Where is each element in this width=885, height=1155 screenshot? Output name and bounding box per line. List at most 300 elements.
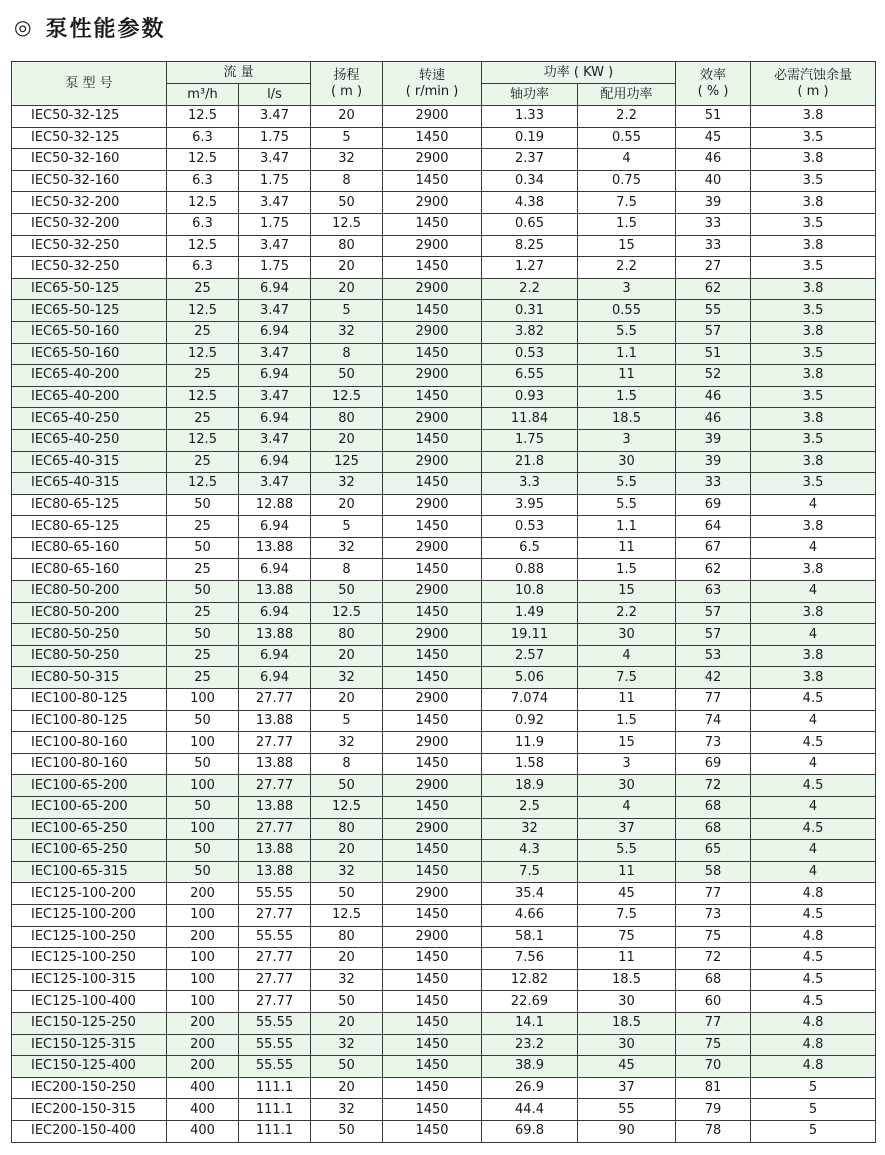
cell-shaft-power: 3.95 (482, 494, 578, 516)
cell-npsh: 3.5 (751, 386, 876, 408)
header-npsh-line1: 必需汽蚀余量 (774, 67, 853, 83)
cell-flow-m3h: 25 (167, 408, 239, 430)
cell-shaft-power: 10.8 (482, 581, 578, 603)
cell-shaft-power: 0.34 (482, 170, 578, 192)
cell-motor-power: 45 (578, 1056, 676, 1078)
header-speed-line1: 转速 (419, 67, 446, 83)
cell-motor-power: 18.5 (578, 1012, 676, 1034)
cell-efficiency: 55 (676, 300, 751, 322)
section-title-text: 泵性能参数 (45, 16, 166, 42)
cell-motor-power: 30 (578, 991, 676, 1013)
cell-flow-ls: 3.47 (239, 473, 311, 495)
cell-model: IEC125-100-200 (12, 883, 167, 905)
table-row (12, 235, 876, 257)
cell-npsh: 4 (751, 710, 876, 732)
cell-model: IEC80-65-125 (12, 516, 167, 538)
cell-flow-m3h: 12.5 (167, 473, 239, 495)
cell-model: IEC100-65-200 (12, 775, 167, 797)
cell-head: 20 (311, 1012, 383, 1034)
cell-flow-ls: 13.88 (239, 861, 311, 883)
cell-efficiency: 39 (676, 429, 751, 451)
cell-flow-m3h: 100 (167, 775, 239, 797)
cell-head: 8 (311, 170, 383, 192)
table-row (12, 278, 876, 300)
cell-flow-m3h: 25 (167, 321, 239, 343)
cell-motor-power: 1.5 (578, 386, 676, 408)
table-row (12, 300, 876, 322)
cell-shaft-power: 3.82 (482, 321, 578, 343)
cell-efficiency: 51 (676, 343, 751, 365)
table-row (12, 473, 876, 495)
cell-shaft-power: 1.33 (482, 106, 578, 128)
cell-motor-power: 3 (578, 429, 676, 451)
cell-flow-ls: 6.94 (239, 559, 311, 581)
cell-speed: 1450 (383, 343, 482, 365)
table-row (12, 602, 876, 624)
cell-flow-m3h: 6.3 (167, 170, 239, 192)
table-row (12, 429, 876, 451)
cell-speed: 2900 (383, 192, 482, 214)
header-head-line1: 扬程 (333, 67, 360, 83)
cell-speed: 1450 (383, 840, 482, 862)
cell-model: IEC65-40-250 (12, 429, 167, 451)
cell-head: 80 (311, 818, 383, 840)
cell-efficiency: 72 (676, 948, 751, 970)
table-row (12, 753, 876, 775)
cell-flow-m3h: 12.5 (167, 386, 239, 408)
cell-model: IEC80-50-315 (12, 667, 167, 689)
cell-head: 12.5 (311, 602, 383, 624)
cell-flow-m3h: 100 (167, 689, 239, 711)
cell-speed: 1450 (383, 213, 482, 235)
cell-efficiency: 73 (676, 904, 751, 926)
cell-npsh: 4.8 (751, 1034, 876, 1056)
cell-motor-power: 18.5 (578, 969, 676, 991)
cell-shaft-power: 6.55 (482, 365, 578, 387)
cell-model: IEC65-50-125 (12, 278, 167, 300)
cell-speed: 1450 (383, 559, 482, 581)
cell-flow-ls: 6.94 (239, 451, 311, 473)
cell-flow-m3h: 200 (167, 1056, 239, 1078)
cell-shaft-power: 4.38 (482, 192, 578, 214)
cell-head: 50 (311, 192, 383, 214)
header-motor-power: 配用功率 (578, 84, 676, 106)
cell-speed: 1450 (383, 1012, 482, 1034)
table-row (12, 365, 876, 387)
cell-npsh: 3.5 (751, 127, 876, 149)
cell-model: IEC100-80-125 (12, 689, 167, 711)
header-shaft-power: 轴功率 (482, 84, 578, 106)
cell-npsh: 3.5 (751, 429, 876, 451)
cell-npsh: 3.8 (751, 451, 876, 473)
cell-flow-ls: 3.47 (239, 235, 311, 257)
cell-head: 12.5 (311, 213, 383, 235)
cell-flow-ls: 6.94 (239, 365, 311, 387)
cell-flow-m3h: 200 (167, 1034, 239, 1056)
header-flow-ls: l/s (239, 84, 311, 106)
cell-flow-m3h: 200 (167, 883, 239, 905)
cell-flow-ls: 3.47 (239, 300, 311, 322)
cell-model: IEC65-40-200 (12, 365, 167, 387)
cell-model: IEC200-150-400 (12, 1120, 167, 1142)
cell-flow-ls: 3.47 (239, 429, 311, 451)
cell-npsh: 3.8 (751, 559, 876, 581)
cell-shaft-power: 3.3 (482, 473, 578, 495)
cell-shaft-power: 7.074 (482, 689, 578, 711)
cell-flow-ls: 13.88 (239, 797, 311, 819)
cell-speed: 1450 (383, 904, 482, 926)
cell-efficiency: 73 (676, 732, 751, 754)
cell-flow-m3h: 100 (167, 732, 239, 754)
table-row (12, 170, 876, 192)
cell-npsh: 4.5 (751, 969, 876, 991)
cell-speed: 1450 (383, 1034, 482, 1056)
cell-npsh: 4 (751, 840, 876, 862)
table-row (12, 624, 876, 646)
cell-speed: 1450 (383, 861, 482, 883)
cell-shaft-power: 23.2 (482, 1034, 578, 1056)
cell-model: IEC100-80-160 (12, 753, 167, 775)
cell-head: 5 (311, 300, 383, 322)
cell-efficiency: 33 (676, 235, 751, 257)
cell-npsh: 4 (751, 861, 876, 883)
cell-flow-m3h: 12.5 (167, 235, 239, 257)
cell-motor-power: 0.55 (578, 127, 676, 149)
cell-head: 8 (311, 343, 383, 365)
cell-speed: 2900 (383, 149, 482, 171)
cell-shaft-power: 1.49 (482, 602, 578, 624)
cell-motor-power: 7.5 (578, 904, 676, 926)
table-row (12, 213, 876, 235)
cell-efficiency: 62 (676, 559, 751, 581)
cell-motor-power: 3 (578, 278, 676, 300)
header-efficiency-line2: ( % ) (697, 83, 729, 99)
cell-head: 80 (311, 624, 383, 646)
cell-shaft-power: 4.3 (482, 840, 578, 862)
cell-flow-m3h: 12.5 (167, 149, 239, 171)
table-row (12, 106, 876, 128)
cell-npsh: 3.5 (751, 170, 876, 192)
table-row (12, 667, 876, 689)
cell-flow-ls: 6.94 (239, 602, 311, 624)
cell-efficiency: 42 (676, 667, 751, 689)
cell-npsh: 3.8 (751, 516, 876, 538)
cell-shaft-power: 6.5 (482, 537, 578, 559)
header-efficiency-line1: 效率 (700, 67, 727, 83)
cell-model: IEC150-125-250 (12, 1012, 167, 1034)
cell-shaft-power: 2.37 (482, 149, 578, 171)
cell-shaft-power: 2.5 (482, 797, 578, 819)
cell-speed: 1450 (383, 797, 482, 819)
cell-flow-ls: 55.55 (239, 1056, 311, 1078)
header-flow: 流 量 (167, 62, 311, 84)
cell-model: IEC80-50-200 (12, 602, 167, 624)
cell-model: IEC80-65-125 (12, 494, 167, 516)
cell-shaft-power: 8.25 (482, 235, 578, 257)
table-row (12, 818, 876, 840)
cell-model: IEC100-65-200 (12, 797, 167, 819)
cell-flow-ls: 27.77 (239, 818, 311, 840)
cell-efficiency: 46 (676, 149, 751, 171)
cell-efficiency: 46 (676, 408, 751, 430)
cell-flow-m3h: 50 (167, 797, 239, 819)
cell-flow-m3h: 12.5 (167, 343, 239, 365)
cell-shaft-power: 0.53 (482, 516, 578, 538)
cell-model: IEC150-125-315 (12, 1034, 167, 1056)
cell-shaft-power: 2.57 (482, 645, 578, 667)
cell-npsh: 4.8 (751, 1012, 876, 1034)
cell-flow-m3h: 6.3 (167, 127, 239, 149)
cell-shaft-power: 21.8 (482, 451, 578, 473)
cell-head: 80 (311, 926, 383, 948)
cell-flow-ls: 27.77 (239, 732, 311, 754)
cell-npsh: 3.8 (751, 106, 876, 128)
cell-efficiency: 46 (676, 386, 751, 408)
cell-speed: 1450 (383, 257, 482, 279)
cell-speed: 1450 (383, 710, 482, 732)
cell-flow-ls: 13.88 (239, 581, 311, 603)
cell-speed: 1450 (383, 386, 482, 408)
cell-efficiency: 72 (676, 775, 751, 797)
cell-flow-ls: 3.47 (239, 106, 311, 128)
cell-efficiency: 75 (676, 1034, 751, 1056)
cell-head: 50 (311, 775, 383, 797)
cell-flow-m3h: 6.3 (167, 213, 239, 235)
cell-motor-power: 11 (578, 948, 676, 970)
cell-head: 50 (311, 581, 383, 603)
cell-shaft-power: 0.88 (482, 559, 578, 581)
cell-shaft-power: 0.31 (482, 300, 578, 322)
cell-shaft-power: 0.19 (482, 127, 578, 149)
cell-model: IEC200-150-315 (12, 1099, 167, 1121)
cell-npsh: 3.5 (751, 213, 876, 235)
cell-shaft-power: 69.8 (482, 1120, 578, 1142)
cell-speed: 1450 (383, 948, 482, 970)
cell-flow-ls: 111.1 (239, 1099, 311, 1121)
cell-head: 20 (311, 645, 383, 667)
cell-model: IEC125-100-200 (12, 904, 167, 926)
header-flow-m3h: m³/h (167, 84, 239, 106)
cell-flow-m3h: 50 (167, 710, 239, 732)
cell-flow-m3h: 50 (167, 624, 239, 646)
cell-motor-power: 37 (578, 818, 676, 840)
table-body (12, 106, 876, 1143)
cell-speed: 2900 (383, 106, 482, 128)
cell-model: IEC125-100-315 (12, 969, 167, 991)
cell-flow-m3h: 100 (167, 969, 239, 991)
cell-shaft-power: 58.1 (482, 926, 578, 948)
table-row (12, 1077, 876, 1099)
cell-flow-m3h: 400 (167, 1099, 239, 1121)
cell-flow-ls: 12.88 (239, 494, 311, 516)
header-speed (383, 62, 482, 106)
cell-head: 20 (311, 106, 383, 128)
cell-efficiency: 74 (676, 710, 751, 732)
cell-model: IEC50-32-160 (12, 149, 167, 171)
cell-efficiency: 64 (676, 516, 751, 538)
cell-npsh: 4.5 (751, 775, 876, 797)
cell-efficiency: 68 (676, 969, 751, 991)
cell-motor-power: 55 (578, 1099, 676, 1121)
cell-model: IEC125-100-250 (12, 948, 167, 970)
cell-npsh: 5 (751, 1099, 876, 1121)
cell-shaft-power: 2.2 (482, 278, 578, 300)
cell-motor-power: 4 (578, 645, 676, 667)
table-row (12, 516, 876, 538)
cell-model: IEC65-40-315 (12, 473, 167, 495)
cell-npsh: 4 (751, 494, 876, 516)
cell-efficiency: 33 (676, 213, 751, 235)
table-row (12, 991, 876, 1013)
cell-motor-power: 15 (578, 732, 676, 754)
cell-npsh: 4 (751, 624, 876, 646)
cell-model: IEC125-100-400 (12, 991, 167, 1013)
cell-speed: 2900 (383, 235, 482, 257)
table-row (12, 926, 876, 948)
cell-efficiency: 57 (676, 321, 751, 343)
cell-npsh: 4.5 (751, 991, 876, 1013)
cell-shaft-power: 0.92 (482, 710, 578, 732)
cell-speed: 2900 (383, 278, 482, 300)
cell-speed: 2900 (383, 818, 482, 840)
cell-npsh: 3.5 (751, 300, 876, 322)
cell-head: 20 (311, 1077, 383, 1099)
cell-flow-ls: 27.77 (239, 969, 311, 991)
cell-speed: 1450 (383, 1056, 482, 1078)
cell-flow-ls: 3.47 (239, 386, 311, 408)
cell-shaft-power: 22.69 (482, 991, 578, 1013)
cell-speed: 1450 (383, 991, 482, 1013)
cell-speed: 2900 (383, 365, 482, 387)
cell-motor-power: 15 (578, 235, 676, 257)
cell-flow-ls: 3.47 (239, 192, 311, 214)
cell-flow-ls: 6.94 (239, 667, 311, 689)
cell-motor-power: 2.2 (578, 106, 676, 128)
table-row (12, 257, 876, 279)
cell-efficiency: 70 (676, 1056, 751, 1078)
cell-npsh: 4 (751, 537, 876, 559)
cell-motor-power: 11 (578, 689, 676, 711)
cell-head: 20 (311, 948, 383, 970)
cell-head: 32 (311, 861, 383, 883)
table-row (12, 969, 876, 991)
cell-flow-m3h: 25 (167, 602, 239, 624)
cell-motor-power: 30 (578, 775, 676, 797)
cell-head: 50 (311, 365, 383, 387)
cell-motor-power: 3 (578, 753, 676, 775)
cell-motor-power: 11 (578, 365, 676, 387)
cell-npsh: 4.5 (751, 732, 876, 754)
cell-flow-m3h: 25 (167, 451, 239, 473)
cell-speed: 2900 (383, 926, 482, 948)
table-row (12, 321, 876, 343)
cell-npsh: 4.8 (751, 926, 876, 948)
table-row (12, 840, 876, 862)
cell-model: IEC100-65-250 (12, 840, 167, 862)
header-power: 功率 ( KW ) (482, 62, 676, 84)
cell-speed: 1450 (383, 429, 482, 451)
cell-efficiency: 78 (676, 1120, 751, 1142)
pump-performance-table (11, 61, 876, 1143)
cell-head: 5 (311, 516, 383, 538)
cell-motor-power: 1.5 (578, 559, 676, 581)
cell-flow-m3h: 100 (167, 904, 239, 926)
cell-npsh: 3.5 (751, 343, 876, 365)
section-title (14, 10, 165, 44)
cell-motor-power: 11 (578, 861, 676, 883)
cell-efficiency: 57 (676, 624, 751, 646)
cell-npsh: 3.8 (751, 667, 876, 689)
cell-model: IEC65-50-160 (12, 321, 167, 343)
cell-model: IEC65-40-315 (12, 451, 167, 473)
cell-head: 32 (311, 473, 383, 495)
cell-efficiency: 77 (676, 883, 751, 905)
cell-head: 32 (311, 537, 383, 559)
cell-head: 32 (311, 1034, 383, 1056)
cell-speed: 2900 (383, 537, 482, 559)
cell-speed: 1450 (383, 1120, 482, 1142)
cell-efficiency: 60 (676, 991, 751, 1013)
cell-head: 50 (311, 1056, 383, 1078)
cell-efficiency: 57 (676, 602, 751, 624)
table-row (12, 797, 876, 819)
cell-model: IEC65-40-200 (12, 386, 167, 408)
cell-model: IEC100-80-125 (12, 710, 167, 732)
cell-motor-power: 7.5 (578, 667, 676, 689)
table-row (12, 1120, 876, 1142)
cell-speed: 1450 (383, 602, 482, 624)
cell-shaft-power: 44.4 (482, 1099, 578, 1121)
cell-flow-ls: 13.88 (239, 840, 311, 862)
cell-head: 12.5 (311, 797, 383, 819)
cell-model: IEC50-32-250 (12, 257, 167, 279)
cell-shaft-power: 0.93 (482, 386, 578, 408)
header-speed-line2: ( r/min ) (405, 83, 459, 99)
cell-head: 20 (311, 689, 383, 711)
table-row (12, 689, 876, 711)
cell-efficiency: 65 (676, 840, 751, 862)
cell-npsh: 3.8 (751, 149, 876, 171)
cell-flow-ls: 6.94 (239, 645, 311, 667)
cell-efficiency: 69 (676, 753, 751, 775)
cell-npsh: 4.5 (751, 948, 876, 970)
cell-speed: 2900 (383, 624, 482, 646)
cell-motor-power: 15 (578, 581, 676, 603)
cell-flow-m3h: 50 (167, 753, 239, 775)
header-model: 泵 型 号 (12, 62, 167, 106)
cell-speed: 1450 (383, 170, 482, 192)
table-row (12, 732, 876, 754)
cell-speed: 2900 (383, 689, 482, 711)
cell-flow-ls: 111.1 (239, 1120, 311, 1142)
table-row (12, 127, 876, 149)
cell-motor-power: 4 (578, 149, 676, 171)
cell-speed: 2900 (383, 732, 482, 754)
cell-efficiency: 81 (676, 1077, 751, 1099)
cell-speed: 2900 (383, 581, 482, 603)
cell-efficiency: 63 (676, 581, 751, 603)
cell-motor-power: 18.5 (578, 408, 676, 430)
cell-flow-m3h: 50 (167, 861, 239, 883)
header-efficiency (676, 62, 751, 106)
cell-shaft-power: 11.84 (482, 408, 578, 430)
cell-flow-ls: 27.77 (239, 775, 311, 797)
cell-motor-power: 30 (578, 451, 676, 473)
cell-model: IEC65-50-125 (12, 300, 167, 322)
header-head-line2: ( m ) (330, 83, 363, 99)
cell-speed: 1450 (383, 1077, 482, 1099)
cell-speed: 1450 (383, 300, 482, 322)
